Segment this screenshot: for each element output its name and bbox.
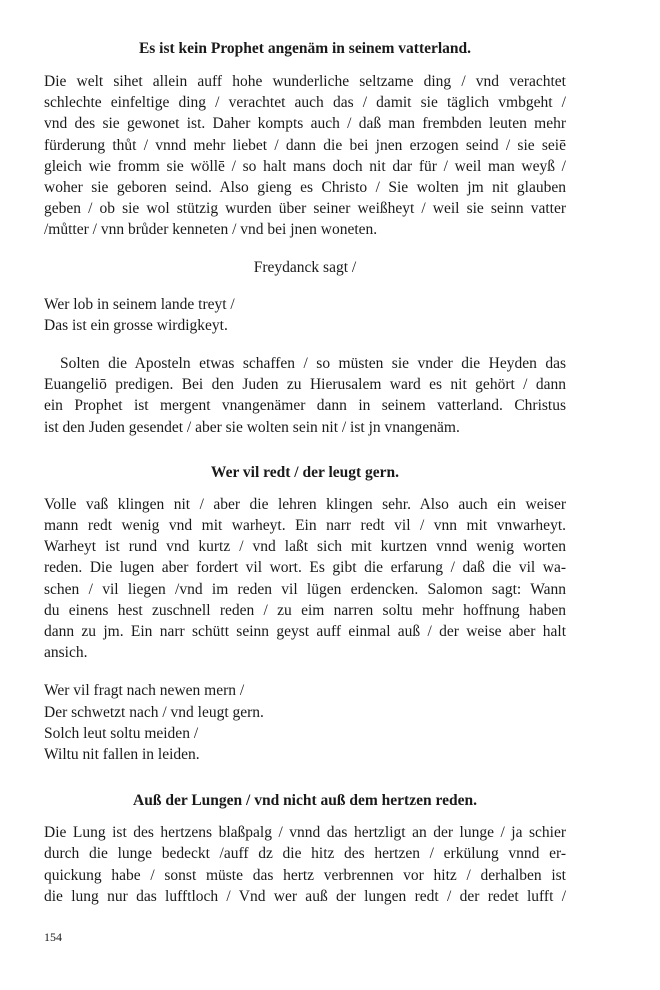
- section-heading-lungen: Auß der Lungen / vnd nicht auß dem hertzen reden.: [133, 792, 477, 810]
- text-line: dann zu jm. Ein narr schütt seinn geyst auff einmal auß / der weise aber halt: [44, 623, 566, 641]
- verse-freydanck: [44, 294, 566, 336]
- verse-line: Solch leut soltu meiden /: [44, 724, 199, 742]
- text-line: reden. Die lugen aber fordert vil wort. Es gibt die erfarung / daß die vil wa-: [44, 559, 566, 577]
- verse-line: Wer lob in seinem lande treyt /: [44, 295, 235, 313]
- text-line: ansich.: [44, 644, 88, 662]
- text-line: Die welt sihet allein auff hohe wunderliche seltzame ding / vnd verachtet: [44, 73, 566, 90]
- text-line: gleich wie fromm sie wöllē / so halt mans doch nit dar für / weil man weyß /: [44, 157, 566, 175]
- verse-line: Wiltu nit fallen in leiden.: [44, 746, 200, 764]
- text-line: Warheyt ist rund vnd kurtz / vnd laßt sich mit kurtzen vnnd wenig worten: [44, 538, 566, 556]
- verse-newen-mern: [44, 680, 566, 765]
- section-heading-prophet: Es ist kein Prophet angenäm in seinem vatterland.: [138, 40, 472, 57]
- paragraph-aposteln: [44, 353, 566, 438]
- paragraph-lungen: [44, 822, 566, 907]
- text-line: vnd des sie gewonet ist. Daher kompts auch / daß man frembden leuten mehr: [44, 115, 566, 133]
- verse-line: Der schwetzt nach / vnd leugt gern.: [44, 703, 264, 721]
- text-line: schen / vil liegen /vnd im reden vil lügen erdencken. Salomon sagt: Wann: [44, 580, 566, 598]
- paragraph-wer-vil-redt: [44, 494, 566, 664]
- verse-line: Wer vil fragt nach newen mern /: [44, 682, 245, 700]
- text-line: schlechte einfeltige ding / verachtet auch das / damit sie täglich vmbgeht /: [44, 94, 566, 112]
- page-body: [44, 38, 566, 907]
- text-line: /můtter / vnn brůder kenneten / vnd bei jnen woneten.: [44, 221, 378, 239]
- paragraph-prophet: [44, 71, 566, 241]
- text-line: ein Prophet ist mergent vnangenämer dann in seinem vatterland. Christus: [44, 397, 566, 415]
- text-line: Die Lung ist des hertzens blaßpalg / vnnd das hertzligt an der lunge / ja schier: [44, 824, 566, 842]
- text-line: ist den Juden gesendet / aber sie wolten sein nit / ist jn vnangenäm.: [44, 418, 460, 436]
- text-line: quickung habe / sonst müste das hertz verbrennen vor hitz / derhalben ist: [44, 866, 566, 884]
- attribution-freydanck: Freydanck sagt /: [253, 258, 357, 276]
- text-line: mann redt wenig vnd mit warheyt. Ein narr redt vil / vnn mit vnwarheyt.: [44, 517, 566, 535]
- section-heading-wer-vil-redt: Wer vil redt / der leugt gern.: [210, 463, 400, 481]
- text-line: woher sie geboren seind. Also gieng es Christo / Sie wolten jm nit glauben: [44, 179, 566, 197]
- text-line: durch die lunge bedeckt /auff dz die hitz des hertzen / erkülung vnnd er-: [44, 845, 566, 863]
- verse-line: Das ist ein grosse wirdigkeyt.: [44, 316, 228, 334]
- text-line: geben / ob sie wol stützig wurden über seiner weißheyt / weil sie seinn vatter: [44, 200, 566, 218]
- text-line: Volle vaß klingen nit / aber die lehren klingen sehr. Also auch ein weiser: [44, 495, 566, 513]
- page-number: 154: [44, 930, 62, 944]
- text-line: die lung nur das lufftloch / Vnd wer auß der lungen redt / der redet lufft /: [44, 887, 566, 905]
- text-line: Solten die Aposteln etwas schaffen / so müsten sie vnder die Heyden das: [60, 355, 566, 373]
- text-line: fürderung thůt / vnnd mehr liebet / dann die bei jnen erzogen seind / sie seiē: [44, 136, 566, 154]
- text-line: Euangeliō predigen. Bei den Juden zu Hierusalem ward es nit gehört / dann: [44, 376, 566, 394]
- text-line: du einens hest zuschnell reden / zu eim narren soltu mehr hoffnung haben: [44, 601, 566, 619]
